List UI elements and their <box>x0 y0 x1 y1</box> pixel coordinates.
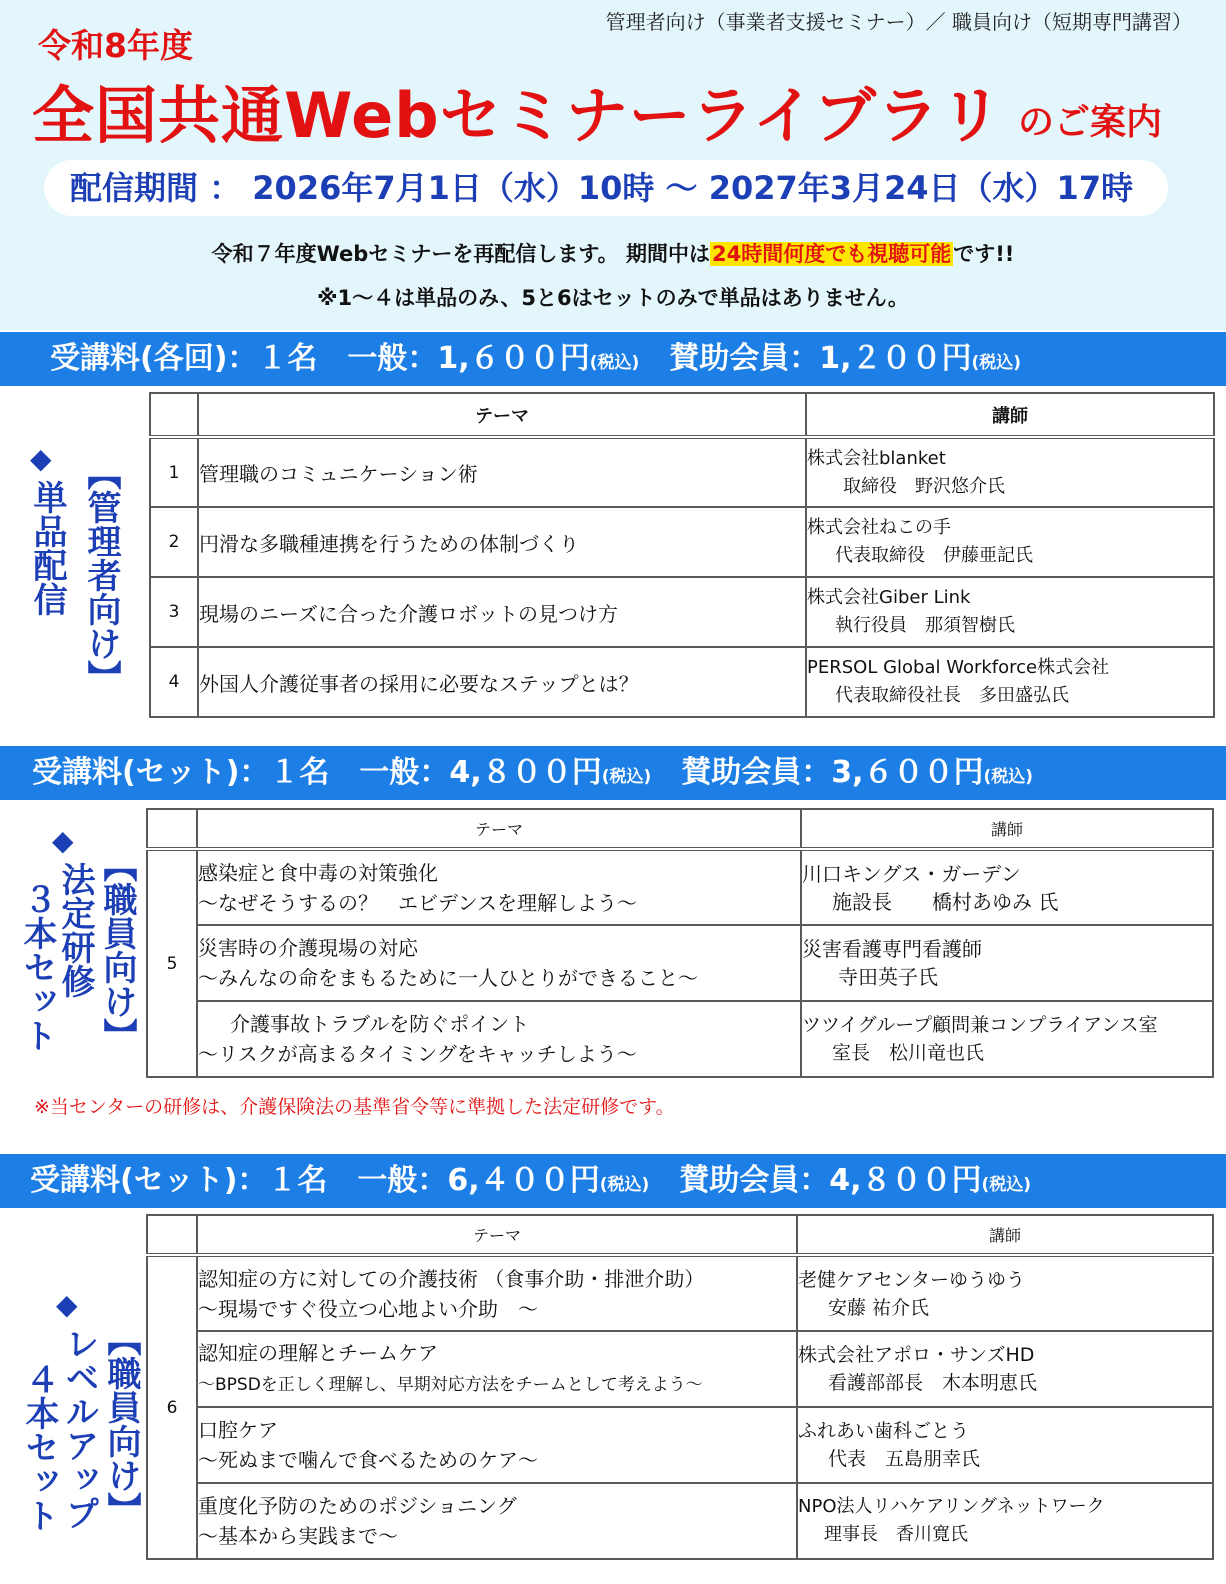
row-lecturer <box>801 925 1213 1001</box>
table-set-3 <box>146 808 1214 1078</box>
table-header-row <box>147 809 1213 849</box>
theme-title: 介護事故トラブルを防ぐポイント <box>230 1012 530 1036</box>
lecturer-person: 寺田英子氏 <box>838 965 938 989</box>
section-label-set-3 <box>16 822 137 1052</box>
row-theme <box>197 1001 801 1077</box>
header-lecturer: 講師 <box>801 809 1213 849</box>
row-number: 3 <box>150 577 198 647</box>
tax-label: (税込) <box>589 353 640 373</box>
table-row <box>150 647 1214 717</box>
theme-title: 口腔ケア <box>198 1418 278 1442</box>
row-lecturer <box>806 507 1214 577</box>
lecturer-org: 災害看護専門看護師 <box>802 937 982 961</box>
member-label: 賛助会員： <box>649 1163 830 1198</box>
lecturer-org: NPO法人リハケアリングネットワーク <box>798 1496 1105 1517</box>
theme-title: 災害時の介護現場の対応 <box>198 936 418 960</box>
tax-label: (税込) <box>983 767 1034 787</box>
lecturer-org: PERSOL Global Workforce株式会社 <box>807 657 1110 678</box>
theme-subtitle: ～リスクが高まるタイミングをキャッチしよう～ <box>198 1042 637 1066</box>
side-bracket: 【職員向け】 <box>97 848 137 1052</box>
rebroadcast-note <box>0 238 1226 268</box>
member-price: 1,２００円 <box>819 341 972 376</box>
fee-label: 受講料(セット)：１名 一般： <box>30 1163 448 1198</box>
table-row <box>150 437 1214 507</box>
row-theme: 外国人介護従事者の採用に必要なステップとは？ <box>198 647 806 717</box>
lecturer-person: 代表 五島朋幸氏 <box>828 1448 981 1470</box>
row-lecturer <box>797 1331 1213 1407</box>
lecturer-person: 安藤 祐介氏 <box>828 1296 930 1319</box>
row-theme <box>197 1331 797 1407</box>
delivery-period: 配信期間 ： 2026年7月1日（水）10時 ～ 2027年3月24日（水）17時 <box>44 160 1168 216</box>
header-lecturer: 講師 <box>806 393 1214 437</box>
row-lecturer <box>806 577 1214 647</box>
theme-subtitle: ～なぜそうするの？ エビデンスを理解しよう～ <box>198 890 637 915</box>
lecturer-org: ツツイグループ顧問兼コンプライアンス室 <box>802 1014 1158 1036</box>
set-number: 5 <box>147 849 197 1077</box>
section-label-single <box>27 440 121 694</box>
fee-label: 受講料(セット)：１名 一般： <box>32 755 450 790</box>
legal-training-note: ※当センターの研修は、介護保険法の基準省令等に準拠した法定研修です。 <box>34 1096 675 1118</box>
member-price: 3,６００円 <box>831 755 984 790</box>
row-lecturer <box>806 437 1214 507</box>
theme-title: 認知症の理解とチームケア <box>198 1341 438 1365</box>
row-lecturer <box>797 1255 1213 1331</box>
section-label-set-4 <box>16 1286 141 1532</box>
fee-label: 受講料(各回)：１名 一般： <box>50 341 438 376</box>
table-row <box>150 507 1214 577</box>
table-row <box>147 1255 1213 1331</box>
side-main-1: レベルアップ <box>59 1326 99 1530</box>
theme-subtitle: ～基本から実践まで～ <box>198 1524 398 1548</box>
row-number: 4 <box>150 647 198 717</box>
title-suffix: のご案内 <box>1018 102 1163 143</box>
header-num <box>150 393 198 437</box>
tax-label: (税込) <box>599 1175 650 1195</box>
tax-label: (税込) <box>601 767 652 787</box>
diamond-icon: ◆ <box>56 1288 78 1321</box>
header-theme: テーマ <box>198 393 806 437</box>
lecturer-org: 川口キングス・ガーデン <box>802 861 1021 886</box>
side-main-2: ４本セット <box>19 1362 59 1532</box>
row-number: 2 <box>150 507 198 577</box>
lecturer-person: 代表取締役 伊藤亜記氏 <box>835 545 1033 566</box>
row-theme: 管理職のコミュニケーション術 <box>198 437 806 507</box>
table-header-row <box>147 1215 1213 1255</box>
row-theme <box>197 925 801 1001</box>
general-price: 1,６００円 <box>437 341 590 376</box>
member-label: 賛助会員： <box>639 341 820 376</box>
table-row <box>147 1331 1213 1407</box>
audience-label: 管理者向け（事業者支援セミナー）／ 職員向け（短期専門講習） <box>605 10 1192 34</box>
header-num <box>147 809 197 849</box>
lecturer-org: ふれあい歯科ごとう <box>798 1420 970 1442</box>
fee-bar-single <box>0 332 1226 386</box>
general-price: 4,８００円 <box>449 755 602 790</box>
table-row <box>147 1483 1213 1559</box>
fee-bar-set-3 <box>0 746 1226 800</box>
purchase-note: ※1～４は単品のみ、5と6はセットのみで単品はありません。 <box>317 286 909 310</box>
theme-subtitle: ～BPSDを正しく理解し、早期対応方法をチームとして考えよう～ <box>198 1375 703 1395</box>
row-theme: 現場のニーズに合った介護ロボットの見つけ方 <box>198 577 806 647</box>
lecturer-org: 株式会社ねこの手 <box>807 517 951 538</box>
theme-title: 認知症の方に対しての介護技術 （食事介助・排泄介助） <box>198 1266 705 1291</box>
page-title: 全国共通Webセミナーライブラリ <box>32 79 1003 152</box>
diamond-icon: ◆ <box>30 442 52 475</box>
note-text-pre: 令和７年度Webセミナーを再配信します。 期間中は <box>211 242 710 266</box>
table-set-4 <box>146 1214 1214 1560</box>
table-row <box>147 1407 1213 1483</box>
lecturer-person: 室長 松川竜也氏 <box>832 1042 985 1064</box>
lecturer-org: 株式会社blanket <box>807 447 946 469</box>
side-main-2: ３本セット <box>17 882 57 1052</box>
side-main-1: 法定研修 <box>55 862 95 998</box>
table-row <box>147 849 1213 925</box>
row-lecturer <box>801 1001 1213 1077</box>
lecturer-person: 代表取締役社長 多田盛弘氏 <box>835 685 1069 706</box>
side-bracket: 【管理者向け】 <box>81 456 121 694</box>
header-theme: テーマ <box>197 1215 797 1255</box>
row-lecturer <box>797 1407 1213 1483</box>
lecturer-person: 施設長 橋村あゆみ 氏 <box>832 889 1059 914</box>
diamond-icon: ◆ <box>52 824 74 857</box>
note-text-post: です!! <box>953 242 1015 266</box>
general-price: 6,４００円 <box>447 1163 600 1198</box>
lecturer-person: 取締役 野沢悠介氏 <box>843 475 1005 497</box>
row-theme: 円滑な多職種連携を行うための体制づくり <box>198 507 806 577</box>
set-number: 6 <box>147 1255 197 1559</box>
header-area <box>0 0 1226 330</box>
member-label: 賛助会員： <box>651 755 832 790</box>
lecturer-org: 株式会社Giber Link <box>807 587 971 608</box>
tax-label: (税込) <box>981 1175 1032 1195</box>
row-theme <box>197 1255 797 1331</box>
tax-label: (税込) <box>971 353 1022 373</box>
side-main: 単品配信 <box>27 480 67 616</box>
row-lecturer <box>806 647 1214 717</box>
lecturer-org: 株式会社アポロ・サンズHD <box>798 1344 1035 1366</box>
row-lecturer <box>797 1483 1213 1559</box>
table-row <box>147 925 1213 1001</box>
lecturer-person: 看護部部長 木本明恵氏 <box>828 1372 1038 1394</box>
theme-title: 重度化予防のためのポジショニング <box>198 1494 517 1518</box>
row-theme <box>197 1483 797 1559</box>
lecturer-person: 理事長 香川寛氏 <box>824 1524 968 1545</box>
member-price: 4,８００円 <box>829 1163 982 1198</box>
table-header-row <box>150 393 1214 437</box>
header-lecturer: 講師 <box>797 1215 1213 1255</box>
row-lecturer <box>801 849 1213 925</box>
table-row <box>147 1001 1213 1077</box>
table-single <box>149 392 1215 718</box>
table-row <box>150 577 1214 647</box>
side-bracket: 【職員向け】 <box>101 1322 141 1526</box>
theme-subtitle: ～現場ですぐ役立つ心地よい介助 ～ <box>198 1296 538 1321</box>
fiscal-year: 令和8年度 <box>38 26 193 65</box>
row-theme <box>197 1407 797 1483</box>
header-theme: テーマ <box>197 809 801 849</box>
theme-title: 感染症と食中毒の対策強化 <box>198 860 438 885</box>
row-theme <box>197 849 801 925</box>
theme-subtitle: ～死ぬまで噛んで食べるためのケア～ <box>198 1448 538 1472</box>
note-highlight: 24時間何度でも視聴可能 <box>711 242 952 266</box>
fee-bar-set-4 <box>0 1154 1226 1208</box>
lecturer-person: 執行役員 那須智樹氏 <box>835 615 1015 636</box>
row-number: 1 <box>150 437 198 507</box>
lecturer-org: 老健ケアセンターゆうゆう <box>798 1268 1026 1291</box>
theme-subtitle: ～みんなの命をまもるために一人ひとりができること～ <box>198 966 698 990</box>
header-num <box>147 1215 197 1255</box>
